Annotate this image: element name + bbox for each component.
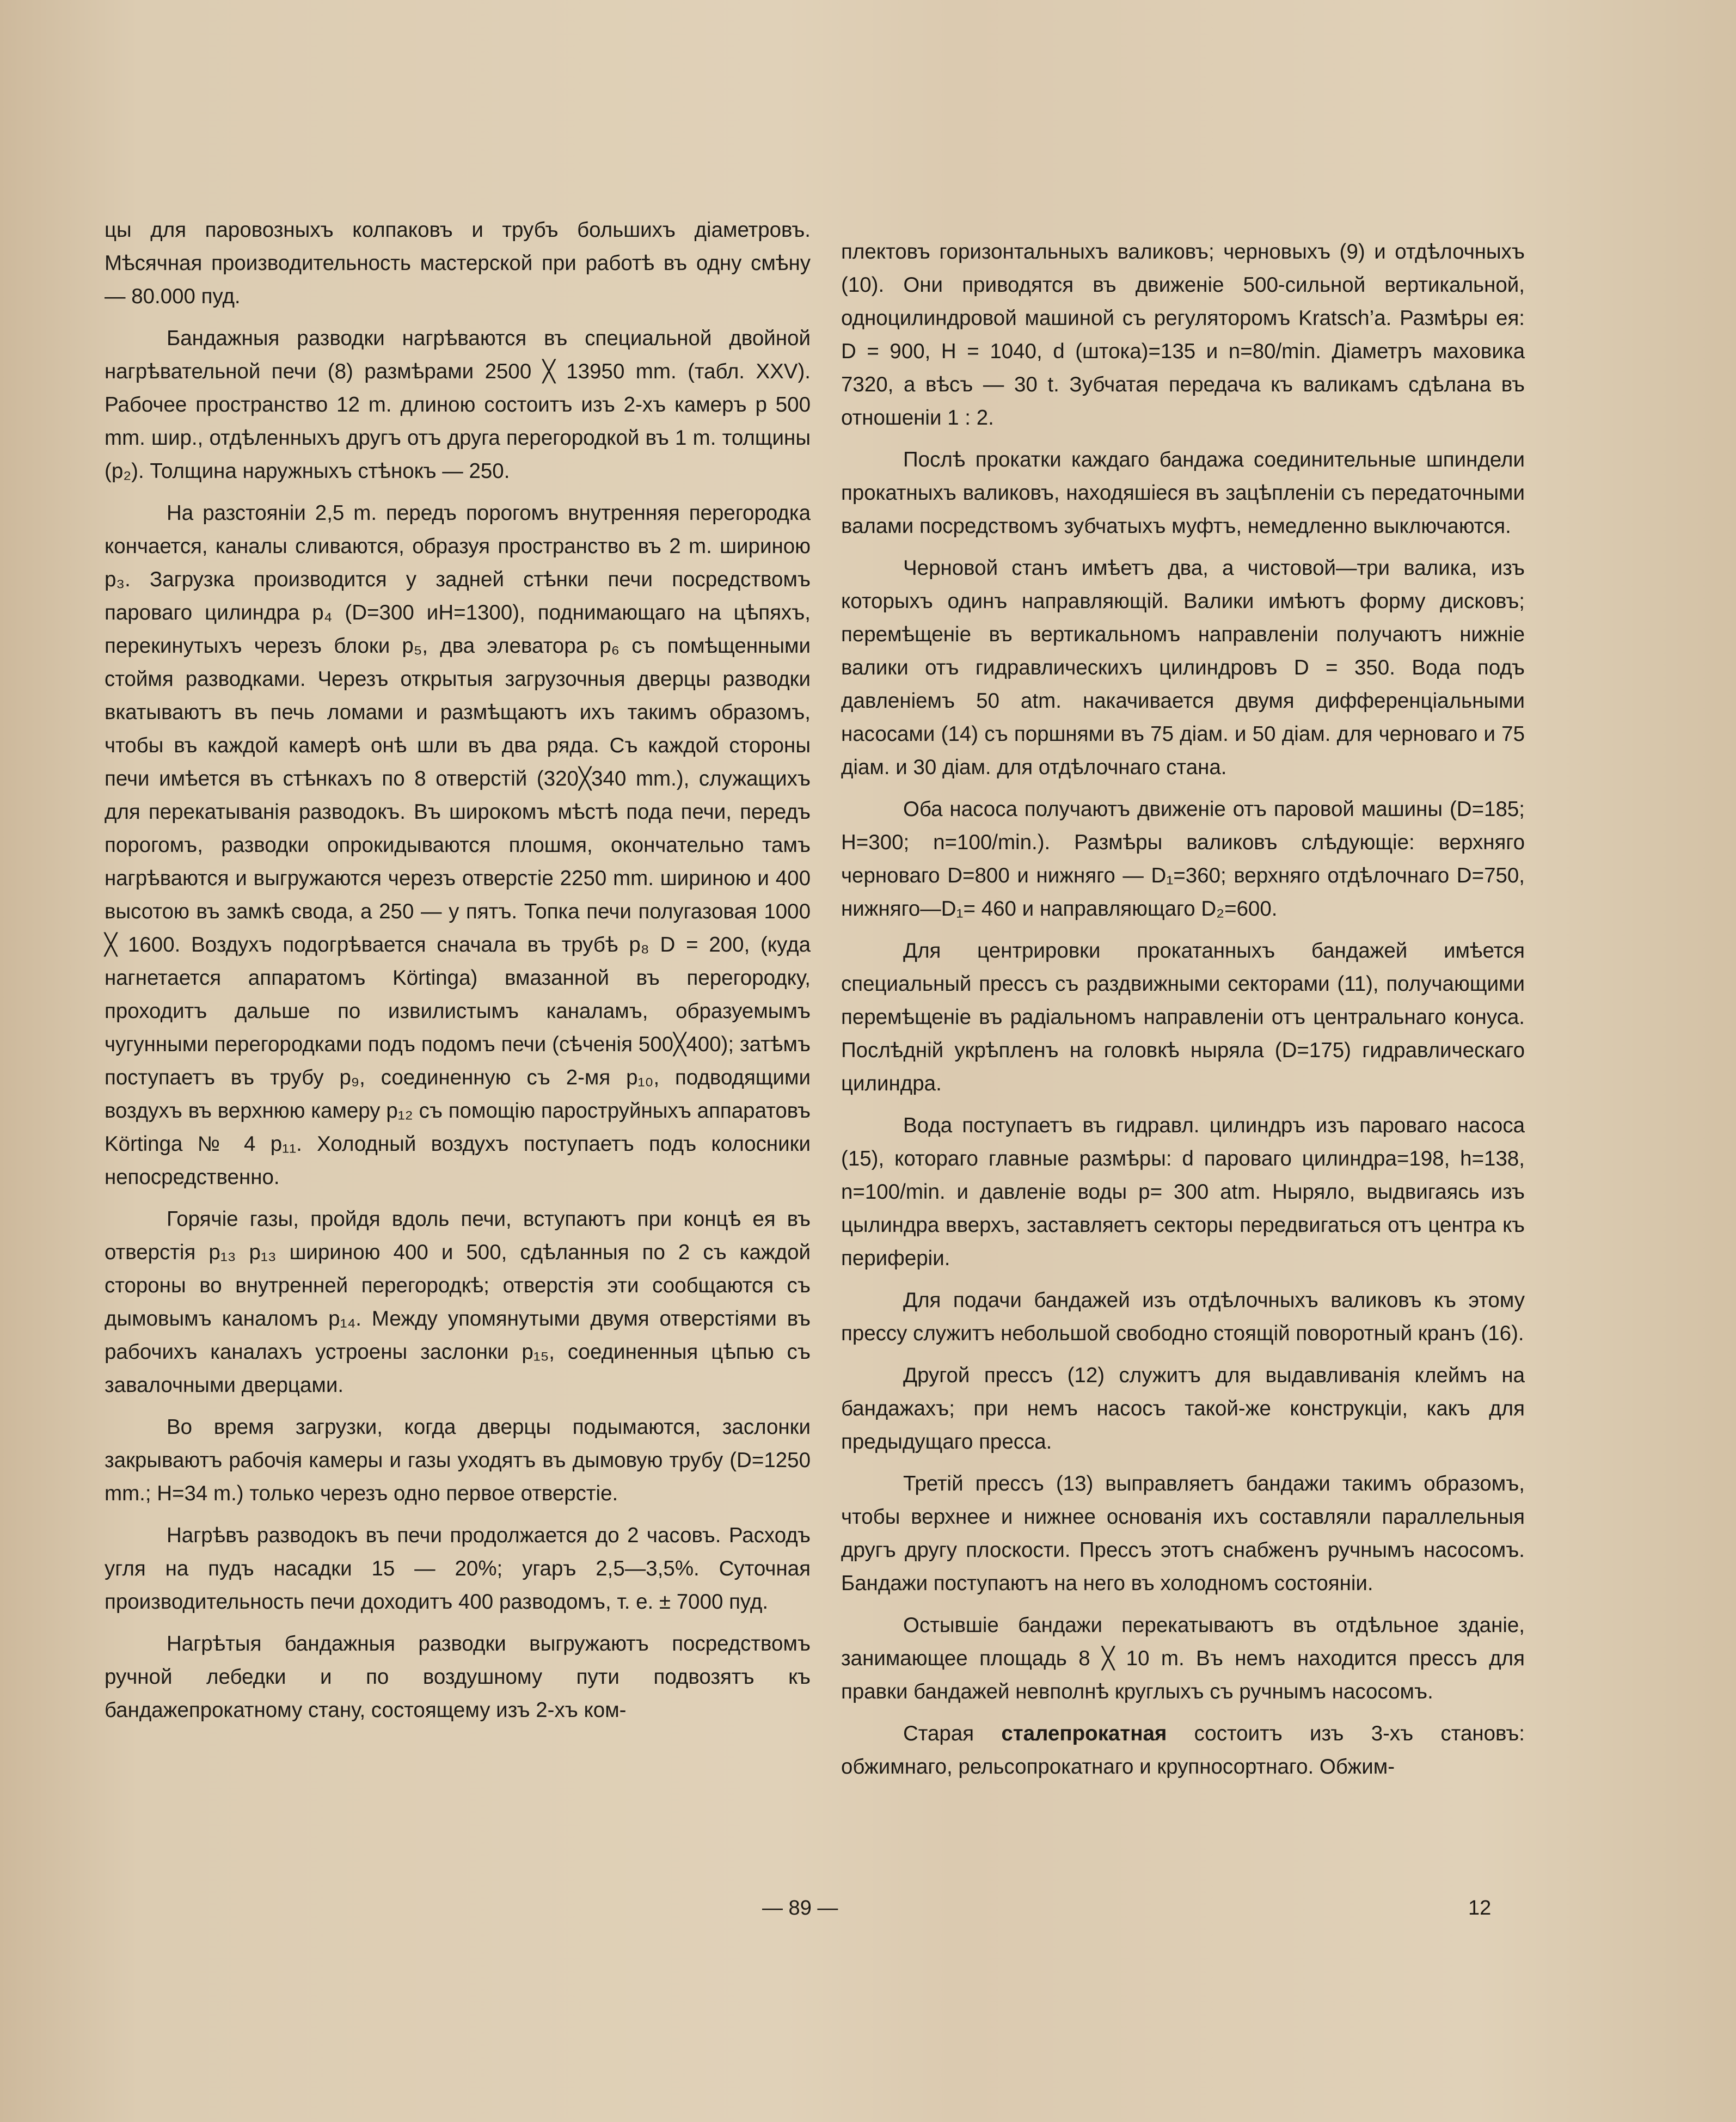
- right-column: [841, 235, 1525, 1792]
- paragraph: Горячіе газы, пройдя вдоль печи, вступаютъ при концѣ ея въ отверстія p₁₃ p₁₃ шириною 400 и 500, сдѣланныя по 2 съ каждой стороны во внутренней перегородкѣ; отверстія эти сообщаются съ дымовымъ каналомъ p₁₄. Между упомянутыми двумя отверстіями въ рабочихъ каналахъ устроены заслонки p₁₅, соединенныя цѣпью съ завалочными дверцами.: [105, 1207, 811, 1397]
- paragraph: Нагрѣтыя бандажныя разводки выгружаютъ посредствомъ ручной лебедки и по воздушному пути подвозятъ къ бандажепрокатному стану, состоящему изъ 2-хъ ком-: [105, 1632, 811, 1722]
- paragraph: Для центрировки прокатанныхъ бандажей имѣется специальный прессъ съ раздвижными секторами (11), получающими перемѣщеніе въ радіальномъ направленіи отъ центральнаго конуса. Послѣдній укрѣпленъ на головкѣ ныряла (D=175) гидравлическаго цилиндра.: [841, 939, 1525, 1095]
- paragraph: Третій прессъ (13) выправляетъ бандажи такимъ образомъ, чтобы верхнее и нижнее основанія ихъ составляли параллельныя другъ другу плоскости. Прессъ этотъ снабженъ ручнымъ насосомъ. Бандажи поступаютъ на него въ холодномъ состояніи.: [841, 1472, 1525, 1595]
- text-run: Старая: [903, 1722, 1002, 1745]
- page-number: — 89 —: [762, 1897, 838, 1919]
- paragraph: Во время загрузки, когда дверцы подымаются, заслонки закрываютъ рабочія камеры и газы уходятъ въ дымовую трубу (D=1250 mm.; H=34 m.) только черезъ одно первое отверстіе.: [105, 1415, 811, 1505]
- paragraph-last: [841, 1717, 1525, 1783]
- paragraph: Другой прессъ (12) служитъ для выдавливанія клеймъ на бандажахъ; при немъ насосъ такой-же конструкціи, какъ для предыдущаго пресса.: [841, 1364, 1525, 1453]
- left-column: [105, 213, 811, 1735]
- paragraph: Послѣ прокатки каждаго бандажа соединительные шпиндели прокатныхъ валиковъ, находяшіеся въ зацѣпленіи съ передаточными валами посредствомъ зубчатыхъ муфтъ, немедленно выключаются.: [841, 448, 1525, 538]
- bold-term: сталепрокатная: [1001, 1722, 1167, 1745]
- paragraph: На разстояніи 2,5 m. передъ порогомъ внутренняя перегородка кончается, каналы сливаются, образуя пространство въ 2 m. шириною p₃. Загрузка производится у задней стѣнки печи посредствомъ пароваго цилиндра p₄ (D=300 иH=1300), поднимающаго на цѣпяхъ, перекинутыхъ черезъ блоки p₅, два элеватора p₆ съ помѣщенными стоймя разводками. Черезъ открытыя загрузочныя дверцы разводки вкатываютъ въ печь ломами и размѣщаютъ ихъ такимъ образомъ, чтобы въ каждой камерѣ онѣ шли въ два ряда. Съ каждой стороны печи имѣется въ стѣнкахъ по 8 отверстій (320╳340 mm.), служащихъ для перекатыванія разводокъ. Въ широкомъ мѣстѣ пода печи, передъ порогомъ, разводки опрокидываются плошмя, окончательно тамъ нагрѣваются и выгружаются черезъ отверстіе 2250 mm. шириною и 400 высотою въ замкѣ свода, а 250 — у пятъ. Топка печи полугазовая 1000 ╳ 1600. Воздухъ подогрѣвается сначала въ трубѣ p₈ D = 200, (куда нагнетается аппаратомъ Körtinga) вмазанной въ перегородку, проходитъ дальше по извилистымъ каналамъ, образуемымъ чугунными перегородками подъ подомъ печи (сѣченія 500╳400); затѣмъ поступаетъ въ трубу p₉, соединенную съ 2-мя p₁₀, подводящими воздухъ въ верхнюю камеру p₁₂ съ помощію пароструйныхъ аппаратовъ Körtinga № 4 p₁₁. Холодный воздухъ поступаетъ подъ колосники непосредственно.: [105, 501, 811, 1189]
- text-run: состоитъ изъ 3-хъ становъ: обжимнаго, рельсопрокатнаго и крупносортнаго. Обжим-: [841, 1722, 1525, 1778]
- paragraph: Нагрѣвъ разводокъ въ печи продолжается до 2 часовъ. Расходъ угля на пудъ насадки 15 — 20%; угаръ 2,5—3,5%. Суточная производительность печи доходитъ 400 разводомъ, т. е. ± 7000 пуд.: [105, 1524, 811, 1614]
- paragraph: Черновой станъ имѣетъ два, а чистовой—три валика, изъ которыхъ одинъ направляющій. Валики имѣютъ форму дисковъ; перемѣщеніе въ вертикальномъ направленіи получаютъ нижніе валики отъ гидравлическихъ цилиндровъ D = 350. Вода подъ давленіемъ 50 atm. накачивается двумя дифференціальными насосами (14) съ поршнями въ 75 діам. и 50 діам. для черноваго и 75 діам. и 30 діам. для отдѣлочнаго стана.: [841, 556, 1525, 779]
- paragraph: Для подачи бандажей изъ отдѣлочныхъ валиковъ къ этому прессу служитъ небольшой свободно стоящій поворотный кранъ (16).: [841, 1289, 1525, 1345]
- paragraph: Остывшіе бандажи перекатываютъ въ отдѣльное зданіе, занимающее площадь 8 ╳ 10 m. Въ немъ находится прессъ для правки бандажей невполнѣ круглыхъ съ ручнымъ насосомъ.: [841, 1614, 1525, 1703]
- paragraph: Оба насоса получаютъ движеніе отъ паровой машины (D=185; H=300; n=100/min.). Размѣры валиковъ слѣдующіе: верхняго черноваго D=800 и нижняго — D₁=360; верхняго отдѣлочнаго D=750, нижняго—D₁= 460 и направляющаго D₂=600.: [841, 798, 1525, 921]
- sheet-number: 12: [1468, 1897, 1492, 1919]
- paragraph: Бандажныя разводки нагрѣваются въ специальной двойной нагрѣвательной печи (8) размѣрами 2500 ╳ 13950 mm. (табл. XXV). Рабочее пространство 12 m. длиною состоитъ изъ 2-хъ камеръ p 500 mm. шир., отдѣленныхъ другъ отъ друга перегородкой въ 1 m. толщины (p₂). Толщина наружныхъ стѣнокъ — 250.: [105, 327, 811, 483]
- paragraph: Вода поступаетъ въ гидравл. цилиндръ изъ пароваго насоса (15), котораго главные размѣры: d пароваго цилиндра=198, h=138, n=100/min. и давленіе воды p= 300 atm. Ныряло, выдвигаясь изъ цылиндра вверхъ, заставляетъ секторы передвигаться отъ центра къ периферіи.: [841, 1114, 1525, 1270]
- paragraph: плектовъ горизонтальныхъ валиковъ; черновыхъ (9) и отдѣлочныхъ (10). Они приводятся въ движеніе 500-сильной вертикальной, одноцилиндровой машиной съ регуляторомъ Kratsch’a. Размѣры ея: D = 900, H = 1040, d (штока)=135 и n=80/min. Діаметръ маховика 7320, а вѣсъ — 30 t. Зубчатая передача къ валикамъ сдѣлана въ отношеніи 1 : 2.: [841, 240, 1525, 430]
- paragraph: цы для паровозныхъ колпаковъ и трубъ большихъ діаметровъ. Мѣсячная производительность мастерской при работѣ въ одну смѣну — 80.000 пуд.: [105, 218, 811, 308]
